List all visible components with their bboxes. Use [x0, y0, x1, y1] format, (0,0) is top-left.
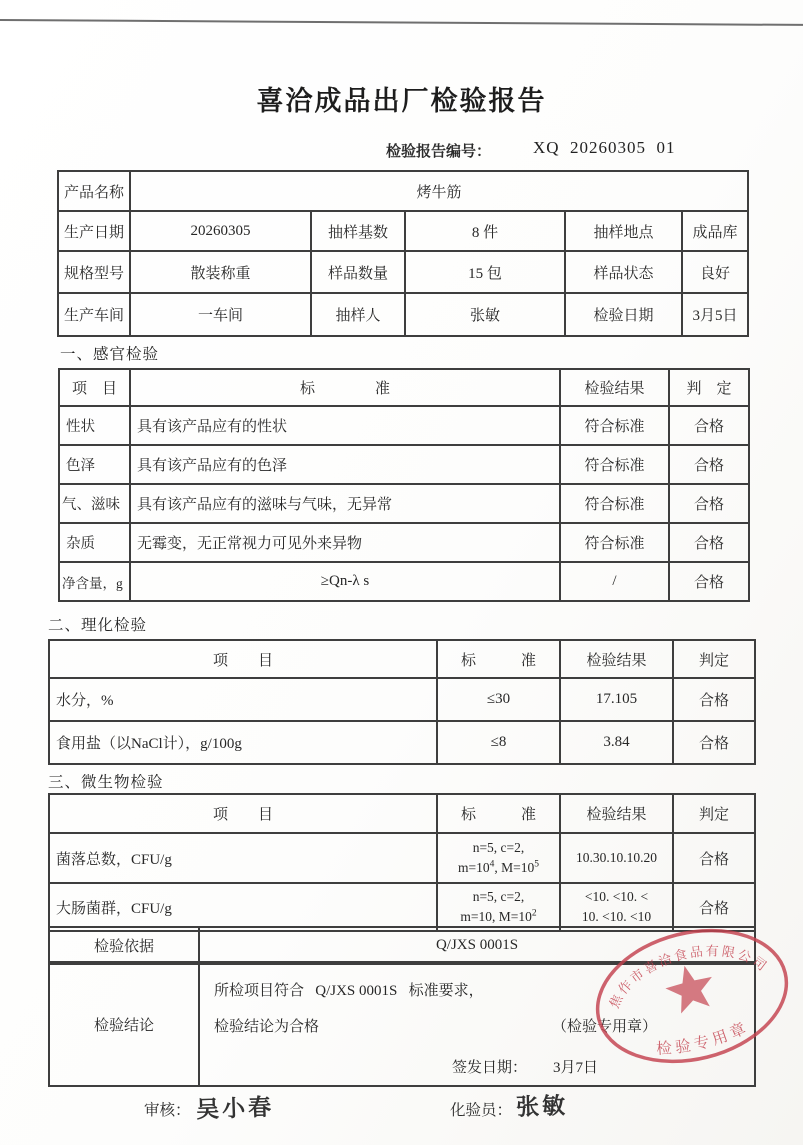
table-row [58, 211, 748, 251]
workshop-value: 一车间 [130, 293, 311, 336]
star-icon [661, 960, 718, 1016]
standard-cell: ≥Qn-λ s [130, 562, 560, 601]
inspection-stamp [578, 908, 803, 1088]
table-row [59, 562, 749, 601]
seal-note: （检验专用章） [552, 1019, 658, 1035]
conclusion-line1: 所检项目符合 Q/JXS 0001S 标准要求， [214, 983, 484, 999]
stamp-company-text: 焦作市喜洽食品有限公司 [606, 943, 772, 1011]
issue-date-line [452, 1056, 598, 1077]
standard-cell [437, 883, 560, 931]
item-cell: 杂质 [59, 523, 130, 562]
item-cell: 净含量，g [59, 562, 130, 601]
standard-cell: 具有该产品应有的性状 [130, 406, 560, 445]
production-date-label: 生产日期 [58, 211, 130, 251]
stamp-caption-text: 检验专用章 [655, 1018, 753, 1059]
col-item: 项 目 [49, 640, 437, 678]
standard-line2: $m=10^4$, $M=10^5$ [458, 859, 539, 875]
judge-cell: 合格 [669, 562, 749, 601]
col-result: 检验结果 [560, 640, 673, 678]
spec-model-label: 规格型号 [58, 251, 130, 293]
page-title: 喜洽成品出厂检验报告 [256, 86, 547, 116]
sample-qty-value: 15 包 [405, 251, 565, 293]
result-cell: 17.105 [560, 678, 673, 721]
section-micro-heading: 三、微生物检验 [48, 774, 164, 791]
report-number-value: XQ 20260305 01 [533, 138, 676, 157]
table-row [49, 833, 755, 883]
sensory-table [58, 368, 750, 602]
col-standard: 标 准 [130, 369, 560, 406]
table-row [59, 523, 749, 562]
table-row [59, 445, 749, 484]
sample-state-label: 样品状态 [565, 251, 682, 293]
result-line2: 10. <10. <10 [581, 909, 652, 924]
table-row [58, 171, 748, 211]
item-cell: 菌落总数，CFU/g [49, 833, 437, 883]
result-cell: / [560, 562, 669, 601]
sampler-label: 抽样人 [311, 293, 405, 336]
issue-date-value: 3月7日 [553, 1060, 599, 1076]
item-cell: 色泽 [59, 445, 130, 484]
table-row [49, 678, 755, 721]
table-header-row [49, 794, 755, 833]
tester-signature: 张敏 [515, 1093, 569, 1120]
result-line1: 10.30.10.10.20 [576, 850, 657, 866]
tester-label: 化验员： [450, 1102, 513, 1119]
standard-cell: ≤30 [437, 678, 560, 721]
sampler-value: 张敏 [405, 293, 565, 336]
col-item: 项 目 [49, 794, 437, 833]
col-result: 检验结果 [560, 369, 669, 406]
result-cell: 符合标准 [560, 484, 669, 523]
judge-cell: 合格 [669, 406, 749, 445]
basis-value: Q/JXS 0001S [199, 927, 755, 964]
col-judge: 判定 [673, 640, 755, 678]
standard-cell [437, 833, 560, 883]
result-cell: 符合标准 [560, 406, 669, 445]
spec-model-value: 散装称重 [130, 251, 311, 293]
conclusion-line2: 检验结论为合格 [214, 1019, 320, 1035]
item-cell: 食用盐（以NaCl计），g/100g [49, 721, 437, 764]
section-sensory-heading: 一、感官检验 [60, 346, 160, 363]
sample-qty-label: 样品数量 [311, 251, 405, 293]
col-judge: 判 定 [669, 369, 749, 406]
sample-base-value: 8 件 [405, 211, 565, 251]
sample-state-value: 良好 [682, 251, 748, 293]
judge-cell: 合格 [669, 445, 749, 484]
judge-cell: 合格 [673, 833, 755, 883]
item-cell: 气、滋味 [59, 484, 130, 523]
inspect-date-value: 3月5日 [682, 293, 748, 336]
production-date-value: 20260305 [130, 211, 311, 251]
standard-cell: ≤8 [437, 721, 560, 764]
result-cell: 符合标准 [560, 445, 669, 484]
table-row [49, 721, 755, 764]
workshop-label: 生产车间 [58, 293, 130, 336]
sample-base-label: 抽样基数 [311, 211, 405, 251]
table-row [59, 406, 749, 445]
judge-cell: 合格 [669, 523, 749, 562]
sample-place-label: 抽样地点 [565, 211, 682, 251]
result-line1: <10. <10. < [584, 889, 649, 905]
table-row [58, 251, 748, 293]
table-row [59, 484, 749, 523]
section-physchem-heading: 二、理化检验 [48, 617, 148, 634]
table-header-row [59, 369, 749, 406]
result-cell: 3.84 [560, 721, 673, 764]
item-cell: 水分，% [49, 678, 437, 721]
scan-edge-line [0, 19, 803, 26]
item-cell: 大肠菌群，CFU/g [49, 883, 437, 931]
standard-line2: m=10, $M=10^2$ [460, 908, 537, 924]
product-name-value: 烤牛筋 [130, 171, 748, 211]
standard-cell: 具有该产品应有的色泽 [130, 445, 560, 484]
col-judge: 判定 [673, 794, 755, 833]
col-item: 项 目 [59, 369, 130, 406]
issue-date-label: 签发日期： [452, 1060, 528, 1076]
basis-label: 检验依据 [49, 927, 199, 964]
conclusion-label: 检验结论 [49, 962, 199, 1086]
col-standard: 标 准 [437, 640, 560, 678]
table-row [58, 293, 748, 336]
result-cell: 符合标准 [560, 523, 669, 562]
standard-line1: n=5, c=2, [472, 840, 525, 856]
sample-place-value: 成品库 [682, 211, 748, 251]
standard-cell: 无霉变，无正常视力可见外来异物 [130, 523, 560, 562]
review-label: 审核： [144, 1102, 191, 1119]
inspect-date-label: 检验日期 [565, 293, 682, 336]
standard-line1: n=5, c=2, [472, 889, 525, 905]
result-cell [560, 833, 673, 883]
col-result: 检验结果 [560, 794, 673, 833]
judge-cell: 合格 [673, 721, 755, 764]
physchem-table [48, 639, 756, 765]
judge-cell: 合格 [673, 883, 755, 931]
standard-cell: 具有该产品应有的滋味与气味，无异常 [130, 484, 560, 523]
product-info-table [57, 170, 749, 337]
item-cell: 性状 [59, 406, 130, 445]
report-number-label: 检验报告编号： [386, 143, 492, 160]
review-signature: 吴小春 [195, 1094, 275, 1123]
product-name-label: 产品名称 [58, 171, 130, 211]
table-header-row [49, 640, 755, 678]
judge-cell: 合格 [673, 678, 755, 721]
judge-cell: 合格 [669, 484, 749, 523]
col-standard: 标 准 [437, 794, 560, 833]
